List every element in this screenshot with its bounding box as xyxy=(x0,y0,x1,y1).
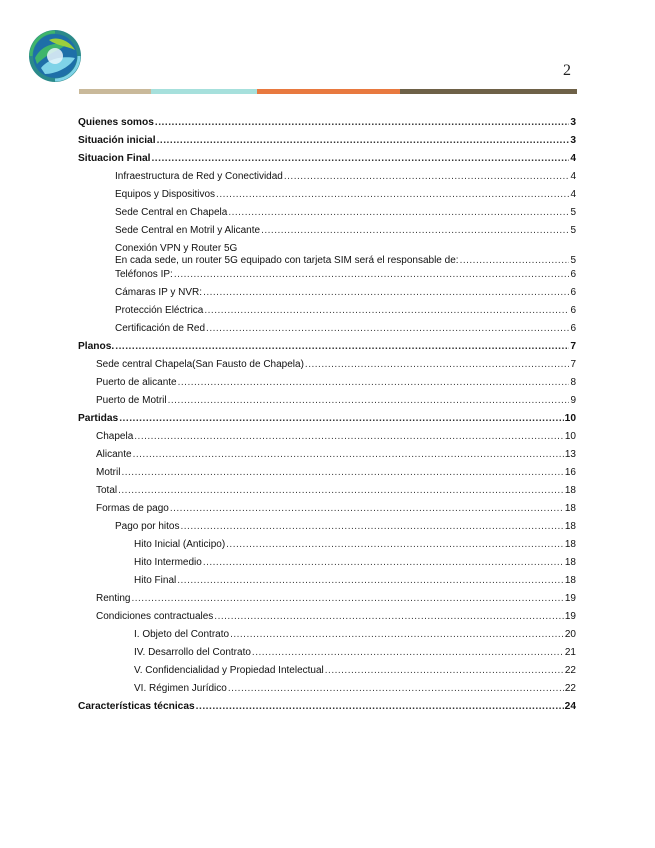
toc-dot-leader xyxy=(134,431,564,443)
toc-entry[interactable] xyxy=(115,225,576,237)
toc-entry-title: Sede central Chapela(San Fausto de Chapela) xyxy=(96,359,304,370)
toc-entry[interactable] xyxy=(115,269,576,281)
toc-entry[interactable] xyxy=(115,323,576,335)
toc-entry[interactable] xyxy=(115,207,576,219)
toc-entry-title: Situación inicial xyxy=(78,135,156,146)
toc-entry-page: 4 xyxy=(570,153,576,164)
toc-entry[interactable] xyxy=(96,503,576,515)
toc-entry[interactable] xyxy=(96,449,576,461)
toc-entry-page: 19 xyxy=(564,611,576,622)
toc-entry-page: 4 xyxy=(570,189,576,200)
toc-dot-leader xyxy=(206,323,569,335)
toc-entry-title: Hito Final xyxy=(134,575,177,586)
toc-entry-page: 5 xyxy=(570,255,576,266)
toc-entry-title: Motril xyxy=(96,467,121,478)
toc-entry[interactable] xyxy=(96,485,576,497)
toc-dot-leader xyxy=(203,287,569,299)
toc-entry-page: 3 xyxy=(570,117,576,128)
toc-entry[interactable] xyxy=(96,467,576,479)
toc-dot-leader xyxy=(284,171,570,183)
toc-entry-title: Equipos y Dispositivos xyxy=(115,189,216,200)
toc-entry-page: 7 xyxy=(570,341,576,352)
toc-dot-leader xyxy=(228,683,564,695)
toc-dot-leader xyxy=(181,521,564,533)
toc-entry-page: 6 xyxy=(570,305,576,316)
toc-dot-leader xyxy=(157,135,570,147)
toc-entry-page: 5 xyxy=(570,207,576,218)
toc-dot-leader xyxy=(178,377,570,389)
toc-entry[interactable] xyxy=(96,611,576,623)
toc-dot-leader xyxy=(214,611,564,623)
toc-dot-leader xyxy=(121,467,563,479)
toc-dot-leader xyxy=(155,117,569,129)
toc-entry-title: Puerto de Motril xyxy=(96,395,167,406)
toc-entry[interactable] xyxy=(115,521,576,533)
toc-dot-leader xyxy=(325,665,564,677)
toc-entry-title: Quienes somos xyxy=(78,117,154,128)
toc-entry-title: Formas de pago xyxy=(96,503,169,514)
toc-entry-title-line2: En cada sede, un router 5G equipado con tarjeta SIM será el responsable de: xyxy=(115,255,459,266)
toc-entry-title: Planos. xyxy=(78,341,115,352)
toc-entry[interactable] xyxy=(96,395,576,407)
toc-dot-leader xyxy=(168,395,570,407)
toc-entry-page: 16 xyxy=(564,467,576,478)
toc-entry-title: Condiciones contractuales xyxy=(96,611,214,622)
toc-entry-page: 5 xyxy=(570,225,576,236)
toc-entry-title: Certificación de Red xyxy=(115,323,206,334)
toc-entry-page: 18 xyxy=(564,557,576,568)
toc-dot-leader xyxy=(230,629,564,641)
toc-entry[interactable] xyxy=(134,539,576,551)
toc-dot-leader xyxy=(119,413,563,425)
toc-dot-leader xyxy=(118,485,564,497)
toc-entry-title: Chapela xyxy=(96,431,134,442)
toc-dot-leader xyxy=(196,701,564,713)
toc-entry-page: 6 xyxy=(570,287,576,298)
toc-entry[interactable] xyxy=(78,413,576,425)
toc-entry-title: Características técnicas xyxy=(78,701,195,712)
toc-entry-title: Hito Inicial (Anticipo) xyxy=(134,539,226,550)
toc-entry-title: Situacion Final xyxy=(78,153,151,164)
toc-entry-page: 8 xyxy=(570,377,576,388)
toc-entry[interactable] xyxy=(134,665,576,677)
toc-dot-leader xyxy=(177,575,564,587)
toc-entry-page: 21 xyxy=(564,647,576,658)
toc-entry-page: 7 xyxy=(570,359,576,370)
toc-entry-page: 3 xyxy=(570,135,576,146)
toc-entry[interactable] xyxy=(134,629,576,641)
toc-entry[interactable] xyxy=(96,377,576,389)
toc-dot-leader xyxy=(115,341,569,353)
toc-dot-leader xyxy=(226,539,564,551)
toc-dot-leader xyxy=(261,225,569,237)
toc-entry-page: 18 xyxy=(564,539,576,550)
toc-entry-title: Hito Intermedio xyxy=(134,557,202,568)
color-bar-segment xyxy=(400,89,577,94)
toc-entry[interactable] xyxy=(96,593,576,605)
toc-entry[interactable] xyxy=(115,287,576,299)
toc-dot-leader xyxy=(151,153,569,165)
toc-entry[interactable] xyxy=(78,135,576,147)
toc-entry-page: 24 xyxy=(564,701,576,712)
toc-entry-title: V. Confidencialidad y Propiedad Intelectual xyxy=(134,665,324,676)
toc-entry[interactable] xyxy=(115,189,576,201)
toc-entry-page: 13 xyxy=(564,449,576,460)
toc-entry[interactable] xyxy=(78,117,576,129)
color-bar-segment xyxy=(79,89,151,94)
toc-entry-title: I. Objeto del Contrato xyxy=(134,629,230,640)
toc-entry-title: Protección Eléctrica xyxy=(115,305,204,316)
toc-entry-page: 20 xyxy=(564,629,576,640)
toc-entry[interactable] xyxy=(96,359,576,371)
toc-entry[interactable] xyxy=(115,171,576,183)
toc-dot-leader xyxy=(170,503,564,515)
toc-dot-leader xyxy=(305,359,570,371)
toc-dot-leader xyxy=(174,269,570,281)
toc-entry-page: 6 xyxy=(570,323,576,334)
toc-entry[interactable] xyxy=(134,557,576,569)
toc-entry-title: Sede Central en Chapela xyxy=(115,207,228,218)
page-number: 2 xyxy=(563,62,571,79)
toc-entry-title: IV. Desarrollo del Contrato xyxy=(134,647,251,658)
globe-logo-icon xyxy=(27,28,83,84)
toc-entry-title: Sede Central en Motril y Alicante xyxy=(115,225,261,236)
toc-entry-title-line1: Conexión VPN y Router 5G xyxy=(115,243,238,254)
toc-dot-leader xyxy=(228,207,569,219)
toc-entry-page: 4 xyxy=(570,171,576,182)
toc-entry[interactable] xyxy=(78,341,576,353)
toc-entry-title: Teléfonos IP: xyxy=(115,269,173,280)
toc-entry-page: 18 xyxy=(564,485,576,496)
toc-entry-title: Puerto de alicante xyxy=(96,377,177,388)
toc-entry-page: 9 xyxy=(570,395,576,406)
toc-entry[interactable] xyxy=(78,701,576,713)
toc-entry-page: 22 xyxy=(564,665,576,676)
toc-dot-leader xyxy=(133,449,564,461)
toc-dot-leader xyxy=(460,255,570,267)
toc-dot-leader xyxy=(204,305,569,317)
toc-entry[interactable] xyxy=(134,575,576,587)
color-bar-segment xyxy=(151,89,257,94)
toc-entry-title: Pago por hitos xyxy=(115,521,180,532)
toc-entry-page: 10 xyxy=(564,413,576,424)
color-bar-segment xyxy=(257,89,400,94)
toc-entry-title: Partidas xyxy=(78,413,119,424)
toc-entry-page: 10 xyxy=(564,431,576,442)
toc-entry-page: 6 xyxy=(570,269,576,280)
toc-entry[interactable] xyxy=(78,153,576,165)
toc-entry-title: Infraestructura de Red y Conectividad xyxy=(115,171,283,182)
toc-entry[interactable] xyxy=(134,647,576,659)
toc-dot-leader xyxy=(203,557,564,569)
toc-entry-page: 18 xyxy=(564,521,576,532)
toc-entry[interactable] xyxy=(115,305,576,317)
toc-entry[interactable] xyxy=(115,243,576,267)
toc-dot-leader xyxy=(252,647,564,659)
toc-entry[interactable] xyxy=(134,683,576,695)
toc-entry-title: Renting xyxy=(96,593,131,604)
toc-entry-title: VI. Régimen Jurídico xyxy=(134,683,227,694)
toc-entry[interactable] xyxy=(96,431,576,443)
toc-entry-page: 22 xyxy=(564,683,576,694)
toc-entry-title: Alicante xyxy=(96,449,132,460)
toc-dot-leader xyxy=(131,593,563,605)
toc-entry-title xyxy=(115,243,459,267)
toc-entry-page: 18 xyxy=(564,503,576,514)
toc-dot-leader xyxy=(216,189,569,201)
toc-entry-page: 19 xyxy=(564,593,576,604)
toc-entry-page: 18 xyxy=(564,575,576,586)
toc-entry-title: Cámaras IP y NVR: xyxy=(115,287,203,298)
toc-entry-title: Total xyxy=(96,485,118,496)
header-color-bar xyxy=(79,89,577,94)
